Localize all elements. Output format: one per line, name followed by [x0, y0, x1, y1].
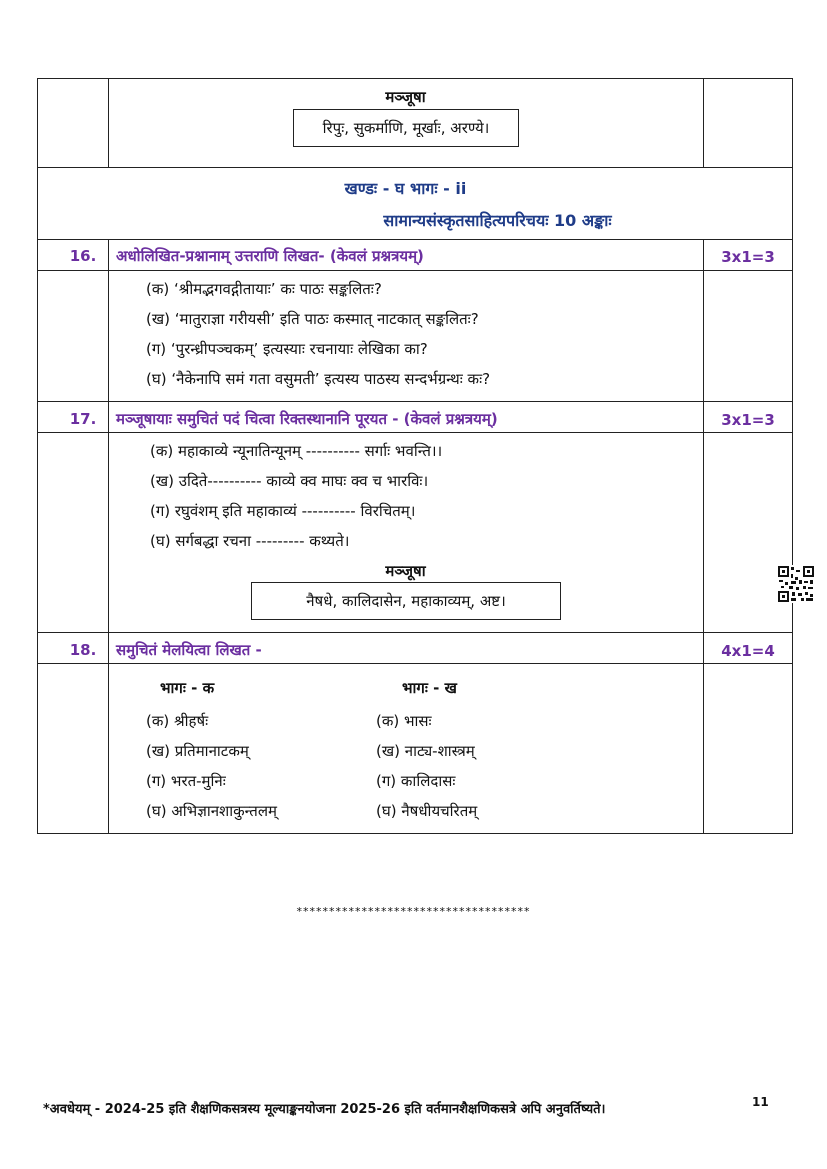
row-line — [37, 270, 793, 271]
list-item: (ग) रघुवंशम् इति महाकाव्यं ---------- विरचितम्। — [150, 502, 416, 520]
list-item: (घ) सर्गबद्धा रचना --------- कथ्यते। — [150, 532, 350, 550]
table-border-left — [37, 78, 38, 834]
row-line — [37, 239, 793, 240]
col-divider-right — [703, 78, 704, 168]
list-item: (घ) ‘नैकेनापि समं गता वसुमती’ इत्यस्य पाठस्य सन्दर्भग्रन्थः कः? — [146, 370, 491, 388]
row-line — [37, 833, 793, 834]
footer-note: *अवधेयम् - 2024-25 इति शैक्षणिकसत्रस्य मूल्याङ्कनयोजना 2025-26 इति वर्तमानशैक्षणिकसत्रे अपि अनुवर्तिष्यते। — [43, 1102, 606, 1117]
manjusha-words: नैषधे, कालिदासेन, महाकाव्यम्, अष्ट। — [306, 592, 506, 610]
col-divider-left — [108, 239, 109, 834]
row-line — [37, 167, 793, 168]
row-line — [37, 432, 793, 433]
question-number: 16. — [69, 247, 97, 265]
question-text: अधोलिखित-प्रश्नानाम् उत्तराणि लिखत- (केवलं प्रश्नत्रयम्) — [116, 247, 424, 265]
question-marks: 4x1=4 — [721, 642, 775, 660]
column-b-heading: भागः - ख — [402, 679, 457, 697]
row-line — [37, 401, 793, 402]
manjusha-label: मञ्जूषा — [385, 88, 426, 106]
row-line — [37, 632, 793, 633]
list-item: (क) भासः — [376, 712, 432, 730]
table-border-right — [792, 78, 793, 834]
section-subtitle: सामान्यसंस्कृतसाहित्यपरिचयः 10 अङ्काः — [383, 211, 612, 230]
row-line — [37, 663, 793, 664]
question-text: समुचितं मेलयित्वा लिखत - — [116, 641, 262, 659]
manjusha-words: रिपुः, सुकर्माणि, मूर्खाः, अरण्ये। — [322, 119, 490, 137]
qr-code-icon — [777, 565, 815, 603]
list-item: (घ) नैषधीयचरितम् — [376, 802, 478, 820]
col-divider-right — [703, 239, 704, 834]
list-item: (क) महाकाव्ये न्यूनातिन्यूनम् ---------- सर्गाः भवन्ति।। — [150, 442, 443, 460]
list-item: (ख) ‘मातुराज्ञा गरीयसी’ इति पाठः कस्मात् नाटकात् सङ्कलितः? — [146, 310, 479, 328]
section-title: खण्डः - घ भागः - ii — [344, 179, 467, 198]
manjusha-box — [293, 109, 519, 147]
question-text: मञ्जूषायाः समुचितं पदं चित्वा रिक्तस्थानानि पूरयत - (केवलं प्रश्नत्रयम्) — [116, 410, 498, 428]
list-item: (घ) अभिज्ञानशाकुन्तलम् — [146, 802, 277, 820]
list-item: (क) ‘श्रीमद्भगवद्गीतायाः’ कः पाठः सङ्कलितः? — [146, 280, 382, 298]
question-marks: 3x1=3 — [721, 248, 775, 266]
question-marks: 3x1=3 — [721, 411, 775, 429]
list-item: (क) श्रीहर्षः — [146, 712, 209, 730]
manjusha-label: मञ्जूषा — [385, 562, 426, 580]
column-a-heading: भागः - क — [160, 679, 215, 697]
question-number: 17. — [69, 410, 97, 428]
list-item: (ख) उदिते---------- काव्ये क्व माघः क्व च भारविः। — [150, 472, 429, 490]
manjusha-box — [251, 582, 561, 620]
list-item: (ग) भरत-मुनिः — [146, 772, 226, 790]
list-item: (ख) नाट्य-शास्त्रम् — [376, 742, 475, 760]
separator-stars: ************************************ — [296, 905, 531, 918]
row-line — [37, 78, 793, 79]
list-item: (ख) प्रतिमानाटकम् — [146, 742, 249, 760]
list-item: (ग) ‘पुरन्ध्रीपञ्चकम्’ इत्यस्याः रचनायाः लेखिका का? — [146, 340, 428, 358]
page-number: 11 — [752, 1095, 769, 1109]
list-item: (ग) कालिदासः — [376, 772, 456, 790]
question-number: 18. — [69, 641, 97, 659]
